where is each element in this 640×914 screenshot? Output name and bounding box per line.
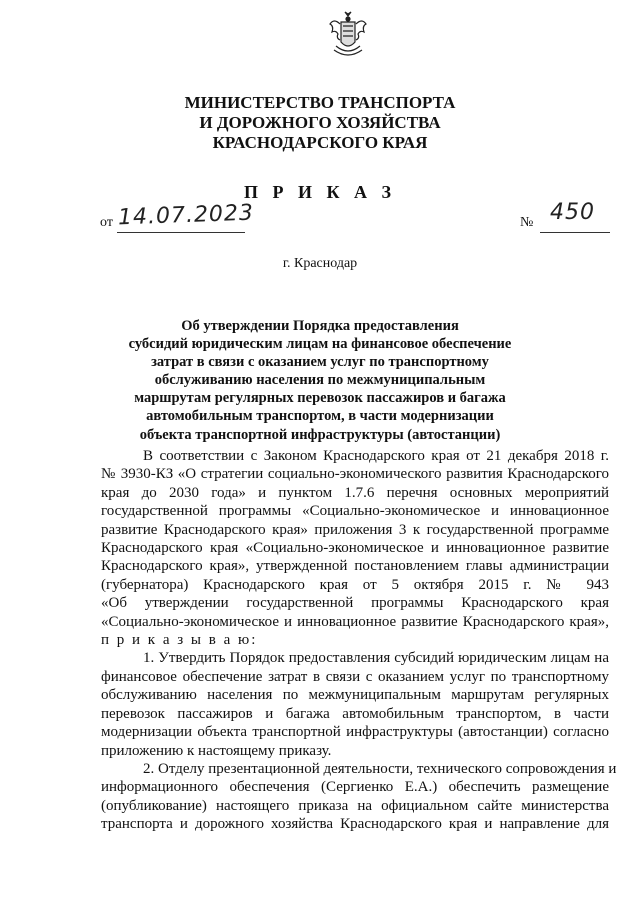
city-label: г. Краснодар	[282, 256, 358, 271]
body-line: финансовое обеспечение затрат в связи с оказанием услуг по транспортному	[101, 668, 609, 685]
body-line-decree: п р и к а з ы в а ю:	[101, 632, 258, 649]
body-line: Краснодарского края «Социально-экономическое и инновационное развитие	[101, 540, 609, 557]
body-line: обслуживанию населения по межмуниципальным маршрутам регулярных	[101, 687, 609, 704]
body-line: «Об утверждении государственной программы Краснодарского края	[101, 595, 609, 612]
order-date-number-row	[100, 200, 610, 237]
body-line: (губернатора) Краснодарского края от 5 октября 2015 г. № 943	[101, 576, 609, 593]
coat-of-arms-icon	[326, 10, 370, 60]
body-line: 1. Утвердить Порядок предоставления субсидий юридическим лицам на	[143, 650, 609, 667]
body-line: края до 2030 года» и пунктом 1.7.6 перечня основных мероприятий	[101, 484, 609, 501]
subject-line: маршрутам регулярных перевозок пассажиров и багажа	[134, 390, 506, 407]
number-label: №	[520, 215, 534, 230]
subject-line: субсидий юридическим лицам на финансовое обеспечение	[128, 336, 512, 353]
number-underline	[540, 232, 610, 233]
order-title: П Р И К А З	[243, 182, 397, 202]
ministry-header	[0, 93, 640, 153]
body-line: (опубликование) настоящего приказа на официальном сайте министерства	[101, 797, 609, 814]
body-line: информационного обеспечения (Сергиенко Е.А.) обеспечить размещение	[101, 779, 609, 796]
subject-line: автомобильным транспортом, в части модернизации	[146, 408, 494, 425]
ministry-line: МИНИСТЕРСТВО ТРАНСПОРТА	[184, 93, 456, 112]
body-line: В соответствии с Законом Краснодарского края от 21 декабря 2018 г.	[143, 448, 609, 464]
order-date-handwritten: 14.07.2023	[117, 200, 255, 231]
subject-line: Об утверждении Порядка предоставления	[181, 318, 459, 334]
date-from-label: от	[100, 215, 113, 230]
body-line: приложению к настоящему приказу.	[101, 742, 332, 759]
subject-line: объекта транспортной инфраструктуры (автостанции)	[139, 426, 501, 443]
body-line: «Социально-экономическое и инновационное развитие Краснодарского края»,	[101, 613, 609, 630]
body-line: Краснодарского края», утвержденной постановлением главы администрации	[101, 558, 609, 575]
subject-line: обслуживанию населения по межмуниципальным	[154, 372, 486, 389]
body-line: 2. Отделу презентационной деятельности, технического сопровождения и	[143, 760, 617, 777]
body-line: модернизации объекта транспортной инфраструктуры (автостанции) согласно	[101, 724, 609, 741]
ministry-line: И ДОРОЖНОГО ХОЗЯЙСТВА	[199, 113, 441, 132]
order-number-handwritten: 450	[550, 200, 595, 225]
body-line: перевозок пассажиров и багажа автомобильным транспортом, в части	[101, 705, 609, 722]
subject-line: затрат в связи с оказанием услуг по транспортному	[151, 354, 489, 371]
order-body	[101, 447, 617, 834]
ministry-line: КРАСНОДАРСКОГО КРАЯ	[212, 133, 428, 152]
body-line: транспорта и дорожного хозяйства Краснодарского края и направление для	[101, 816, 609, 833]
date-underline	[117, 232, 245, 233]
body-line: № 3930-КЗ «О стратегии социально-экономического развития Краснодарского	[101, 466, 609, 483]
body-line: государственной программы «Социально-экономическое и инновационное	[101, 503, 609, 520]
order-subject	[0, 317, 640, 444]
body-line: развитие Краснодарского края» приложения 3 к государственной программе	[101, 521, 609, 538]
